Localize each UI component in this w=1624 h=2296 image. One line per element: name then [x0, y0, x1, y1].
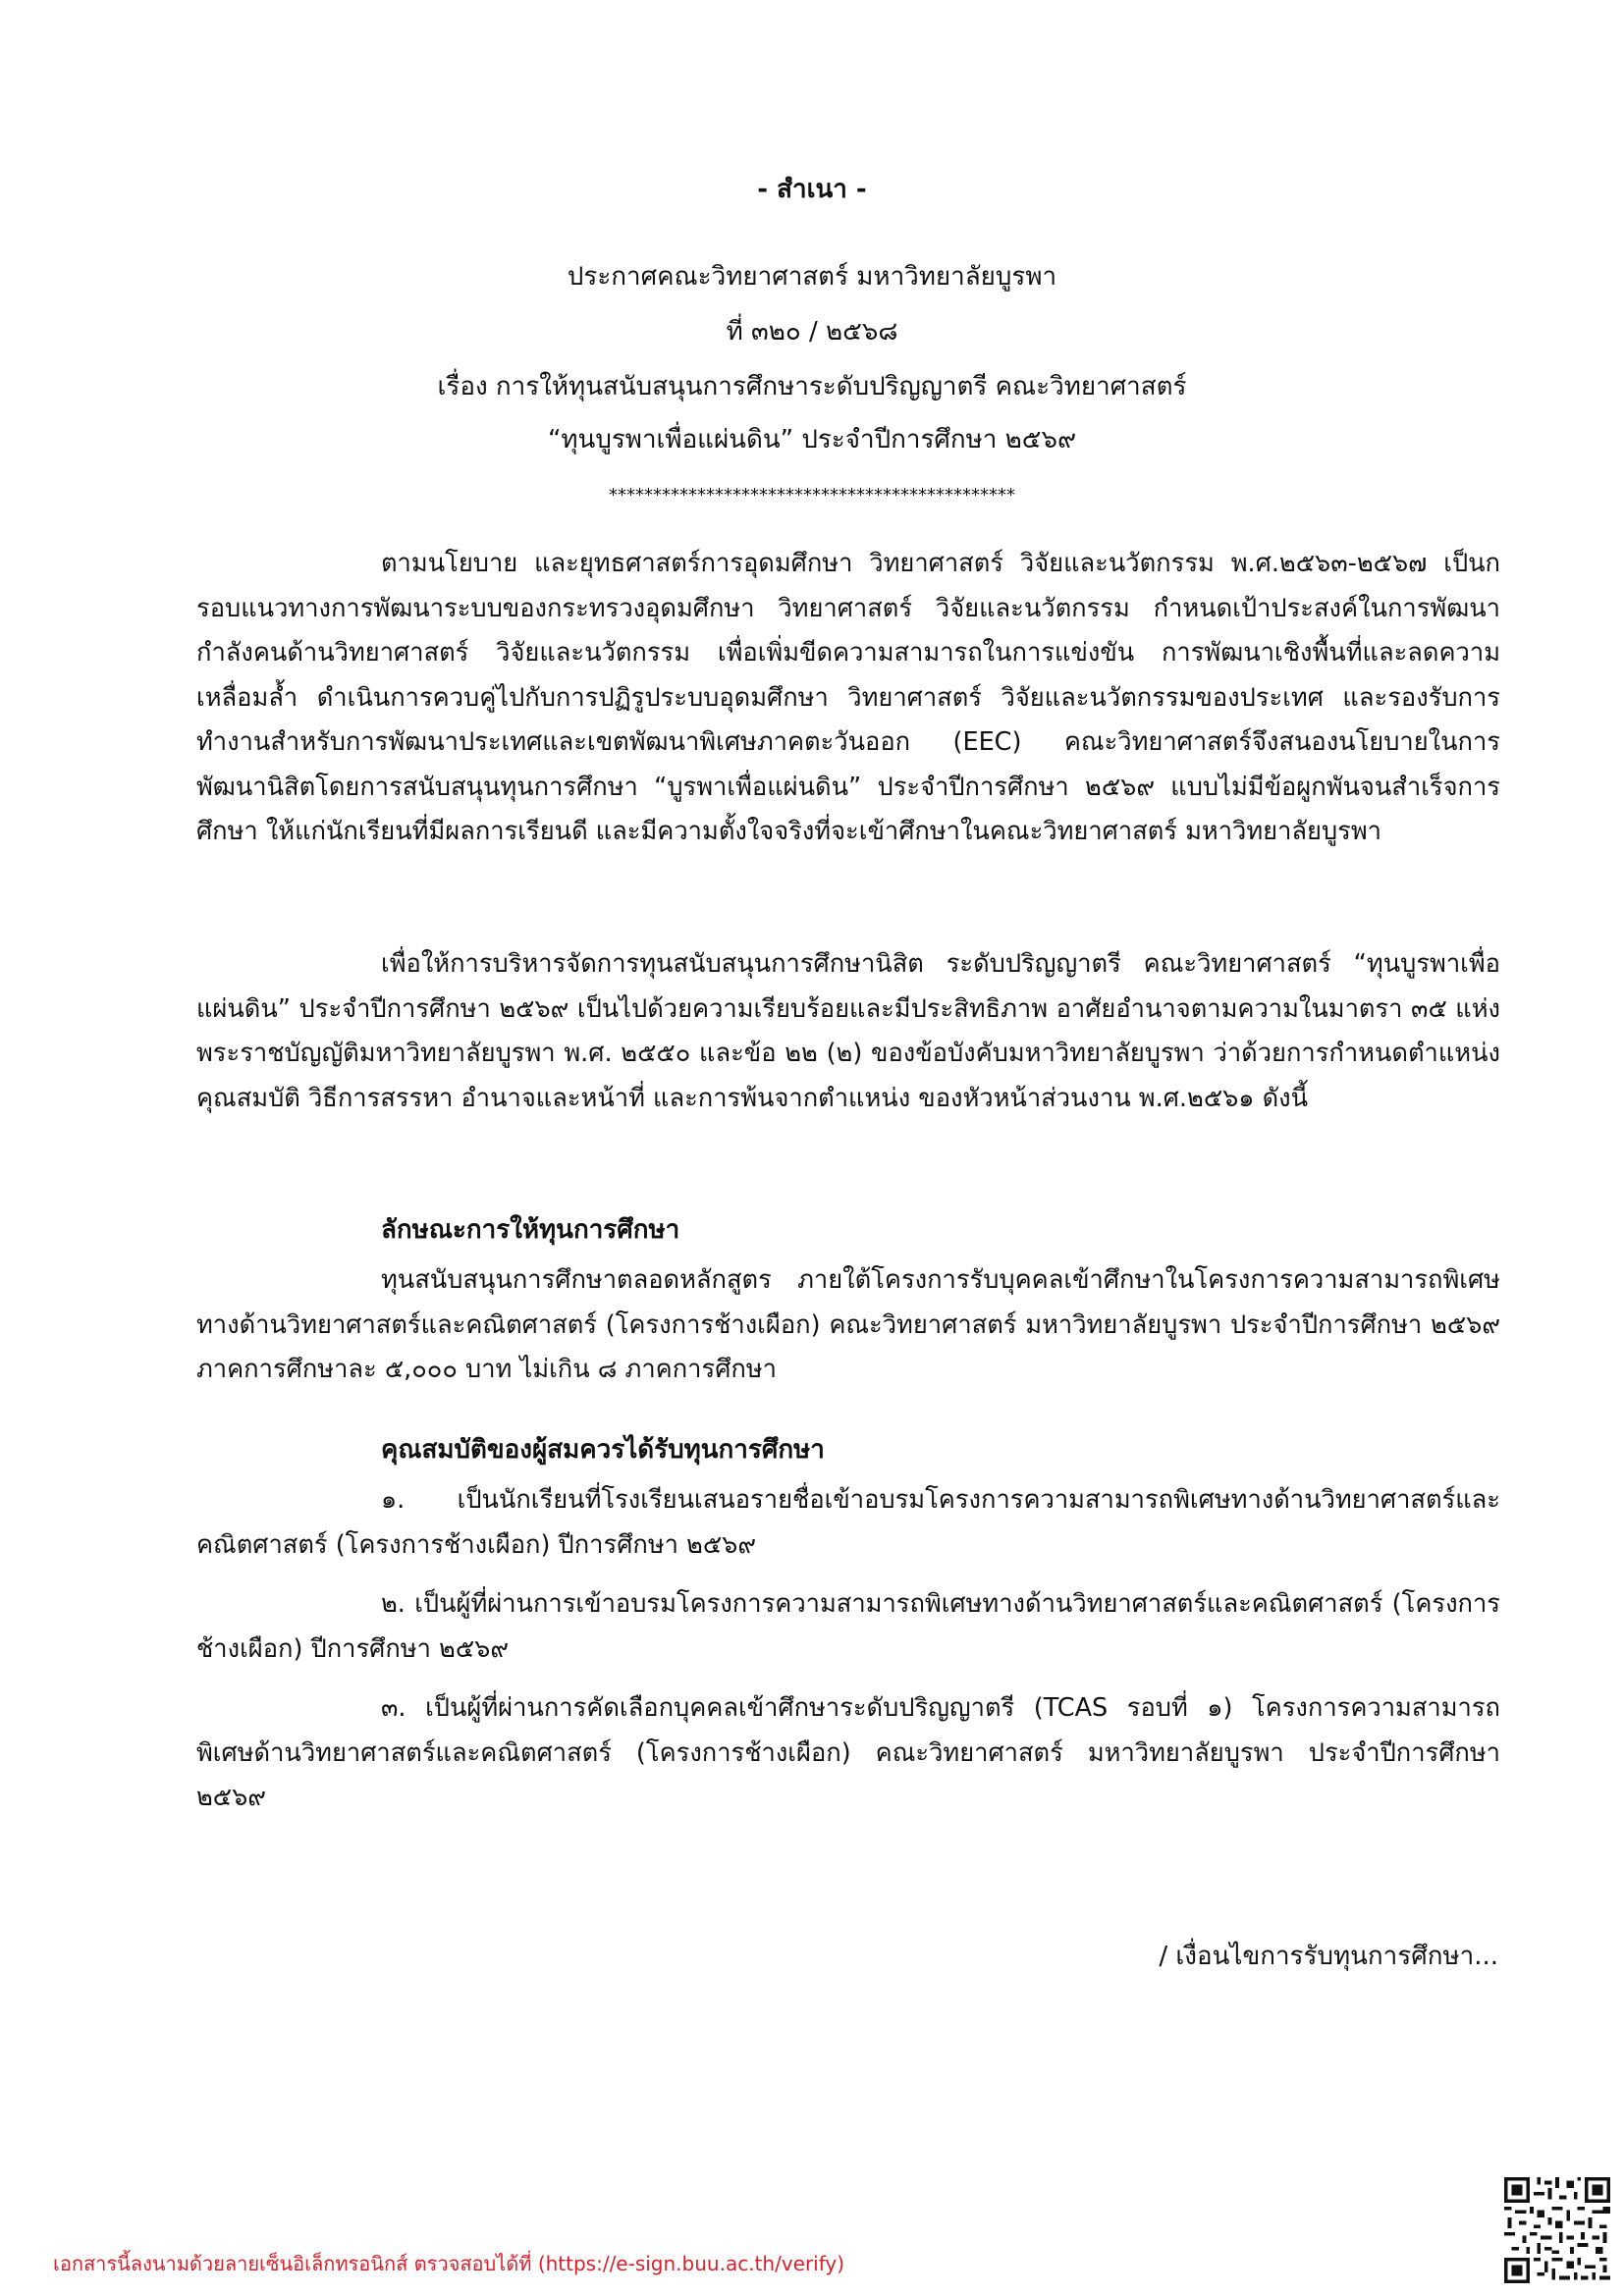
qualification-item-3 [196, 1686, 1500, 1821]
qualification-item-1-text: ๑. เป็นนักเรียนที่โรงเรียนเสนอรายชื่อเข้าอบรมโครงการความสามารถพิเศษทางด้านวิทยาศาสตร์และคณิตศาสตร์ (โครงการช้างเผือก) ปีการศึกษา ๒๕๖๙ [196, 1485, 1500, 1560]
paragraph-1-text: ตามนโยบาย และยุทธศาสตร์การอุดมศึกษา วิทยาศาสตร์ วิจัยและนวัตกรรม พ.ศ.๒๕๖๓-๒๕๖๗ เป็นกรอบแนวทางการพัฒนาระบบของกระทรวงอุดมศึกษา วิทยาศาสตร์ วิจัยและนวัตกรรม กำหนดเป้าประสงค์ในการพัฒนากำลังคนด้านวิทยาศาสตร์ วิจัยและนวัตกรรม เพื่อเพิ่มขีดความสามารถในการแข่งขัน การพัฒนาเชิงพื้นที่และลดความเหลื่อมล้ำ ดำเนินการควบคู่ไปกับการปฏิรูประบบอุดมศึกษา วิทยาศาสตร์ วิจัยและนวัตกรรมของประเทศ และรองรับการทำงานสำหรับการพัฒนาประเทศและเขตพัฒนาพิเศษภาคตะวันออก (EEC) คณะวิทยาศาสตร์จึงสนองนโยบายในการพัฒนานิสิตโดยการสนับสนุนทุนการศึกษา “บูรพาเพื่อแผ่นดิน” ประจำปีการศึกษา ๒๕๖๙ แบบไม่มีข้อผูกพันจนสำเร็จการศึกษา ให้แก่นักเรียนที่มีผลการเรียนดี และมีความตั้งใจจริงที่จะเข้าศึกษาในคณะวิทยาศาสตร์ มหาวิทยาลัยบูรพา [196, 549, 1500, 846]
section-1-body [196, 1258, 1500, 1393]
e-signature-note: เอกสารนี้ลงนามด้วยลายเซ็นอิเล็กทรอนิกส์ ตรวจสอบได้ที่ (https://e-sign.buu.ac.th/verify) [53, 2252, 845, 2275]
announcement-subject: เรื่อง การให้ทุนสนับสนุนการศึกษาระดับปริญญาตรี คณะวิทยาศาสตร์ [437, 372, 1187, 401]
announcement-number: ที่ ๓๒๐ / ๒๕๖๘ [726, 317, 898, 347]
section-title-qualifications: คุณสมบัติของผู้สมควรได้รับทุนการศึกษา [381, 1435, 825, 1465]
section-title-scholarship-type: ลักษณะการให้ทุนการศึกษา [381, 1215, 680, 1245]
qr-code-icon[interactable] [1504, 2177, 1610, 2283]
qualification-item-1 [196, 1478, 1500, 1568]
qualification-item-2 [196, 1582, 1500, 1672]
announcement-title: ประกาศคณะวิทยาศาสตร์ มหาวิทยาลัยบูรพา [567, 262, 1057, 292]
copy-mark: - สำเนา - [757, 175, 867, 204]
separator-line: ********************************************** [609, 485, 1015, 506]
paragraph-2 [196, 942, 1500, 1121]
announcement-subject-2: “ทุนบูรพาเพื่อแผ่นดิน” ประจำปีการศึกษา ๒๕๖๙ [547, 425, 1077, 454]
paragraph-2-text: เพื่อให้การบริหารจัดการทุนสนับสนุนการศึกษานิสิต ระดับปริญญาตรี คณะวิทยาศาสตร์ “ทุนบูรพาเพื่อแผ่นดิน” ประจำปีการศึกษา ๒๕๖๙ เป็นไปด้วยความเรียบร้อยและมีประสิทธิภาพ อาศัยอำนาจตามความในมาตรา ๓๕ แห่งพระราชบัญญัติมหาวิทยาลัยบูรพา พ.ศ. ๒๕๕๐ และข้อ ๒๒ (๒) ของข้อบังคับมหาวิทยาลัยบูรพา ว่าด้วยการกำหนดตำแหน่ง คุณสมบัติ วิธีการสรรหา อำนาจและหน้าที่ และการพ้นจากตำแหน่ง ของหัวหน้าส่วนงาน พ.ศ.๒๕๖๑ ดังนี้ [196, 949, 1500, 1113]
paragraph-1 [196, 542, 1500, 855]
qualification-item-3-text: ๓. เป็นผู้ที่ผ่านการคัดเลือกบุคคลเข้าศึกษาระดับปริญญาตรี (TCAS รอบที่ ๑) โครงการความสามารถพิเศษด้านวิทยาศาสตร์และคณิตศาสตร์ (โครงการช้างเผือก) คณะวิทยาศาสตร์ มหาวิทยาลัยบูรพา ประจำปีการศึกษา ๒๕๖๙ [196, 1693, 1500, 1812]
qualification-item-2-text: ๒. เป็นผู้ที่ผ่านการเข้าอบรมโครงการความสามารถพิเศษทางด้านวิทยาศาสตร์และคณิตศาสตร์ (โครงการช้างเผือก) ปีการศึกษา ๒๕๖๙ [196, 1589, 1500, 1664]
section-1-text: ทุนสนับสนุนการศึกษาตลอดหลักสูตร ภายใต้โครงการรับบุคคลเข้าศึกษาในโครงการความสามารถพิเศษทางด้านวิทยาศาสตร์และคณิตศาสตร์ (โครงการช้างเผือก) คณะวิทยาศาสตร์ มหาวิทยาลัยบูรพา ประจำปีการศึกษา ๒๕๖๙ ภาคการศึกษาละ ๕,๐๐๐ บาท ไม่เกิน ๘ ภาคการศึกษา [196, 1265, 1500, 1384]
continuation-note: / เงื่อนไขการรับทุนการศึกษา... [1159, 1942, 1498, 1971]
